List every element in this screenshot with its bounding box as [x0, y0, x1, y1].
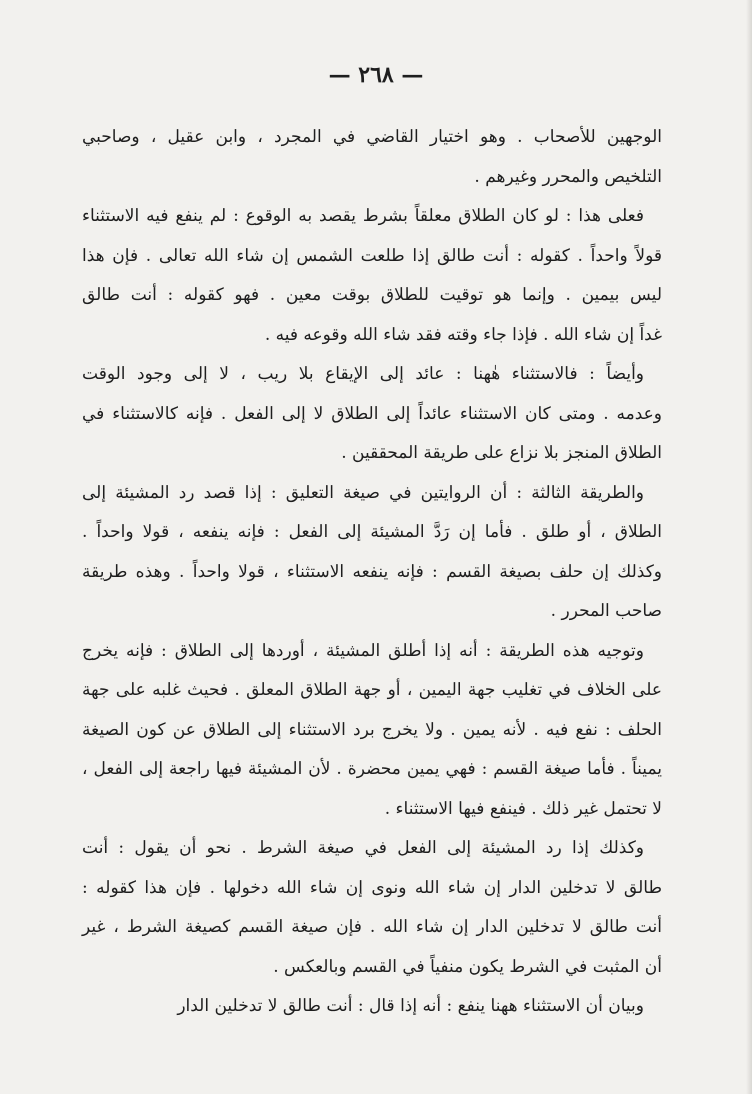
text-line: الحلف : نفع فيه . لأنه يمين . ولا يخرج برد الاستثناء إلى الطلاق عن كون الصيغة: [82, 719, 662, 740]
paragraph: [82, 987, 662, 1027]
text-line: التلخيص والمحرر وغيرهم .: [474, 166, 662, 187]
text-line: ليس بيمين . وإنما هو توقيت للطلاق بوقت معين . فهو كقوله : أنت طالق: [82, 285, 662, 305]
page-edge-shadow: [746, 0, 752, 1094]
text-line: لا تحتمل غير ذلك . فينفع فيها الاستثناء .: [384, 798, 662, 819]
text-line: وعدمه . ومتى كان الاستثناء عائداً إلى الطلاق لا إلى الفعل . فإنه كالاستثناء في: [82, 403, 662, 424]
paragraph: [82, 829, 662, 987]
text-line: الطلاق المنجز بلا نزاع على طريقة المحققين .: [341, 443, 662, 463]
text-line: على الخلاف في تغليب جهة اليمين ، أو جهة الطلاق المعلق . فحيث غلبه على جهة: [82, 680, 662, 700]
text-line: طالق لا تدخلين الدار إن شاء الله ونوى إن شاء الله دخولها . فإن هذا كقوله :: [82, 877, 662, 898]
text-line: غداً إن شاء الله . فإذا جاء وقته فقد شاء الله وقوعه فيه .: [264, 324, 662, 345]
text-line: صاحب المحرر .: [550, 601, 662, 621]
text-line: فعلى هذا : لو كان الطلاق معلقاً بشرط يقصد به الوقوع : لم ينفع فيه الاستثناء: [82, 206, 644, 226]
text-line: الطلاق ، أو طلق . فأما إن رَدَّ المشيئة إلى الفعل : فإنه ينفعه ، قولا واحداً .: [82, 522, 662, 542]
paragraph: [82, 355, 662, 474]
text-line: يميناً . فأما صيغة القسم : فهي يمين محضرة . لأن المشيئة فيها راجعة إلى الفعل ،: [82, 759, 662, 779]
paragraph: [82, 632, 662, 830]
text-line: وأيضاً : فالاستثناء هٰهنا : عائد إلى الإيقاع بلا ريب ، لا إلى وجود الوقت: [82, 364, 644, 384]
text-line: وتوجيه هذه الطريقة : أنه إذا أطلق المشيئة ، أوردها إلى الطلاق : فإنه يخرج: [82, 640, 644, 661]
text-line: وكذلك إذا رد المشيئة إلى الفعل في صيغة الشرط . نحو أن يقول : أنت: [82, 838, 644, 858]
text-line: وبيان أن الاستثناء ههنا ينفع : أنه إذا قال : أنت طالق لا تدخلين الدار: [177, 996, 644, 1016]
text-line: الوجهين للأصحاب . وهو اختيار القاضي في المجرد ، وابن عقيل ، وصاحبي: [82, 127, 662, 147]
page-number: — ٢٦٨ —: [328, 62, 424, 88]
text-line: قولاً واحداً . كقوله : أنت طالق إذا طلعت الشمس إن شاء الله تعالى . فإن هذا: [82, 245, 662, 266]
text-line: أنت طالق لا تدخلين الدار إن شاء الله . فإن صيغة القسم كصيغة الشرط ، غير: [82, 917, 662, 937]
paragraph: [82, 118, 662, 197]
text-line: أن المثبت في الشرط يكون منفياً في القسم وبالعكس .: [273, 956, 662, 977]
paragraph: [82, 474, 662, 632]
paragraph: [82, 197, 662, 355]
text-line: والطريقة الثالثة : أن الروايتين في صيغة التعليق : إذا قصد رد المشيئة إلى: [82, 482, 644, 503]
text-line: وكذلك إن حلف بصيغة القسم : فإنه ينفعه الاستثناء ، قولا واحداً . وهذه طريقة: [82, 561, 662, 582]
page-text-body: [82, 118, 662, 1027]
